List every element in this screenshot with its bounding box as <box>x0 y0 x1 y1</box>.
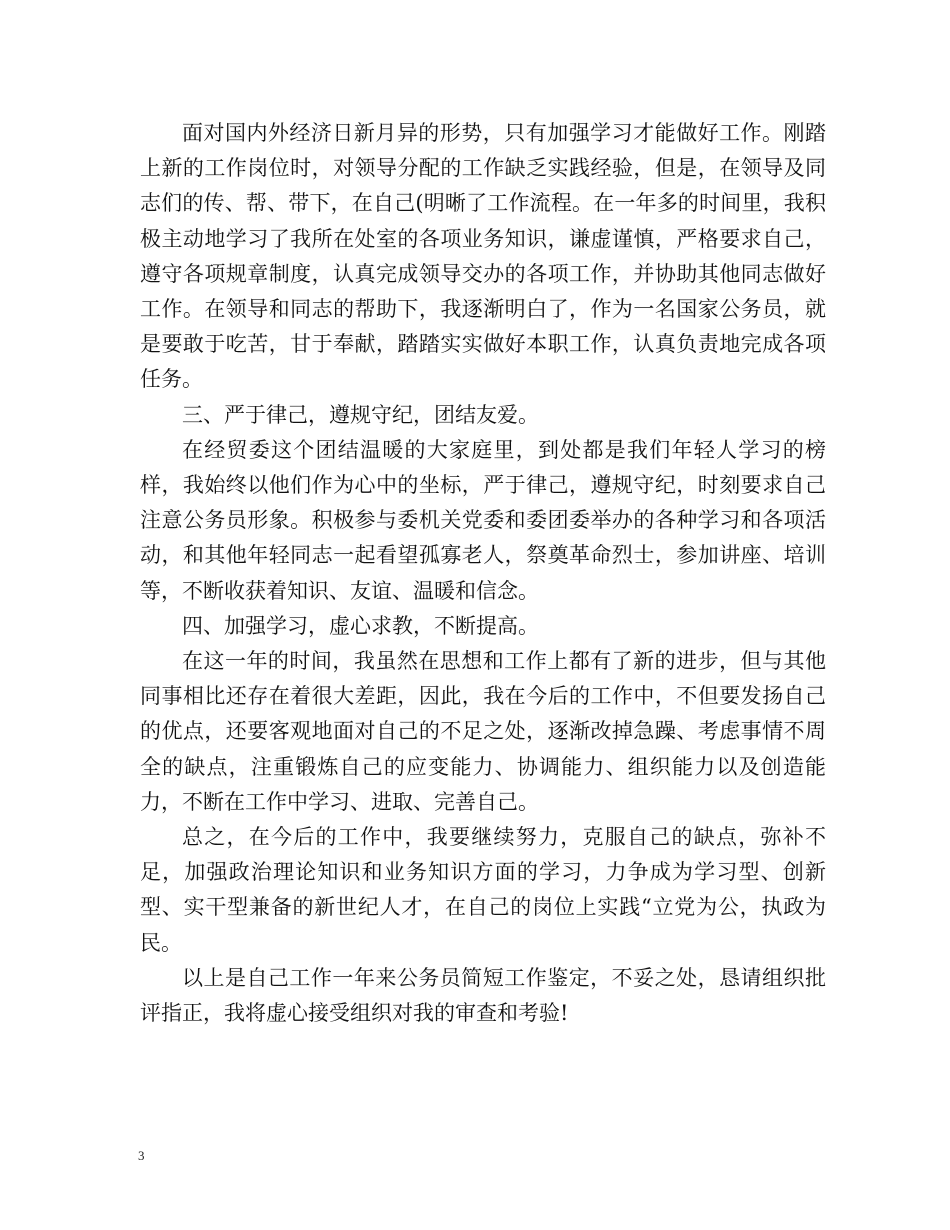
page-number: 3 <box>138 1148 145 1163</box>
paragraph-study-work: 面对国内外经济日新月异的形势，只有加强学习才能做好工作。刚踏上新的工作岗位时，对领导分配的工作缺乏实践经验，但是，在领导及同志们的传、帮、带下，在自己(明晰了工作流程。在一年多的时间里，我积极主动地学习了我所在处室的各项业务知识，谦虚谨慎，严格要求自己，遵守各项规章制度，认真完成领导交办的各项工作，并协助其他同志做好工作。在领导和同志的帮助下，我逐渐明白了，作为一名国家公务员，就是要敢于吃苦，甘于奉献，踏踏实实做好本职工作，认真负责地完成各项任务。 <box>140 121 826 392</box>
paragraph-closing: 以上是自己工作一年来公务员简短工作鉴定，不妥之处，恳请组织批评指正，我将虚心接受组织对我的审查和考验! <box>140 965 826 1026</box>
paragraph-summary: 总之，在今后的工作中，我要继续努力，克服自己的缺点，弥补不足，加强政治理论知识和业务知识方面的学习，力争成为学习型、创新型、实干型兼备的新世纪人才，在自己的岗位上实践“立党为公，执政为民。 <box>140 825 826 955</box>
section-heading-discipline: 三、严于律己，遵规守纪，团结友爱。 <box>182 402 539 427</box>
paragraph-discipline: 在经贸委这个团结温暖的大家庭里，到处都是我们年轻人学习的榜样，我始终以他们作为心中的坐标，严于律己，遵规守纪，时刻要求自己注意公务员形象。积极参与委机关党委和委团委举办的各种学习和各项活动，和其他年轻同志一起看望孤寡老人，祭奠革命烈士，参加讲座、培训等，不断收获着知识、友谊、温暖和信念。 <box>140 437 826 603</box>
paragraph-learning: 在这一年的时间，我虽然在思想和工作上都有了新的进步，但与其他同事相比还存在着很大差距，因此，我在今后的工作中，不但要发扬自己的优点，还要客观地面对自己的不足之处，逐渐改掉急躁、考虑事情不周全的缺点，注重锻炼自己的应变能力、协调能力、组织能力以及创造能力，不断在工作中学习、进取、完善自己。 <box>140 649 826 814</box>
section-heading-learning: 四、加强学习，虚心求教，不断提高。 <box>182 613 539 638</box>
document-body <box>140 116 826 1031</box>
